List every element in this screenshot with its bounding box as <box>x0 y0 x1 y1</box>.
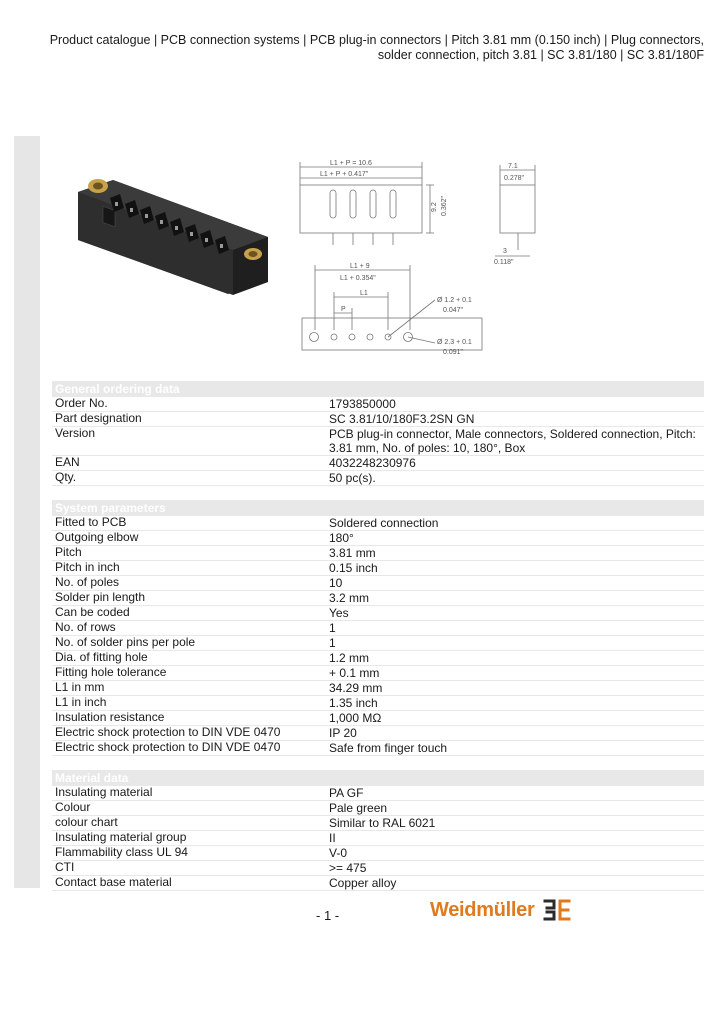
dim-l1-9-mm: L1 + 9 <box>350 263 370 270</box>
dim-l1p-in: L1 + P + 0.417" <box>320 171 369 178</box>
table-row <box>52 576 704 591</box>
row-label: L1 in inch <box>55 695 107 709</box>
row-value: Pale green <box>329 801 388 815</box>
dim-p: P <box>341 306 346 313</box>
table-row <box>52 726 704 741</box>
dim-l1: L1 <box>360 290 368 297</box>
table-row <box>52 786 704 801</box>
table-row <box>52 471 704 486</box>
table-row <box>52 876 704 891</box>
row-label: Fitting hole tolerance <box>55 665 167 679</box>
table-row <box>52 621 704 636</box>
row-label: Colour <box>55 800 91 814</box>
table-row <box>52 531 704 546</box>
row-value: >= 475 <box>329 861 367 875</box>
table-row <box>52 412 704 427</box>
row-label: Fitted to PCB <box>55 515 127 529</box>
row-label: Electric shock protection to DIN VDE 0470 <box>55 725 281 739</box>
row-value: Safe from finger touch <box>329 741 448 755</box>
row-label: Outgoing elbow <box>55 530 139 544</box>
dim-width-in: 0.278" <box>504 175 525 182</box>
row-label: Insulation resistance <box>55 710 165 724</box>
row-label: CTI <box>55 860 75 874</box>
table-row <box>52 591 704 606</box>
table-row <box>52 861 704 876</box>
dim-width-mm: 7.1 <box>508 163 518 170</box>
row-value: 3.2 mm <box>329 591 370 605</box>
row-value: PA GF <box>329 786 364 800</box>
breadcrumb: Product catalogue | PCB connection systems | PCB plug-in connectors | Pitch 3.81 mm (0.150 inch) | Plug connectors, solder connection, pitch 3.81 | SC 3.81/180 | SC 3.81/180F <box>49 33 704 62</box>
table-row <box>52 397 704 412</box>
dim-hole2-mm: Ø 2.3 + 0.1 <box>437 339 472 346</box>
row-label: L1 in mm <box>55 680 105 694</box>
row-label: Electric shock protection to DIN VDE 0470 <box>55 740 281 754</box>
dim-hole2-in: 0.091" <box>443 349 464 356</box>
row-value: 1793850000 <box>329 397 396 411</box>
row-value: 180° <box>329 531 354 545</box>
row-value: 1,000 MΩ <box>329 711 382 725</box>
row-value: Yes <box>329 606 349 620</box>
row-value: 10 <box>329 576 343 590</box>
table-row <box>52 456 704 471</box>
row-label: Solder pin length <box>55 590 146 604</box>
row-value: Copper alloy <box>329 876 397 890</box>
dim-l1p-mm: L1 + P = 10.6 <box>330 160 372 167</box>
page-number: - 1 - <box>316 908 340 923</box>
section-header-material: Material data <box>52 770 704 786</box>
row-value: 3.81 mm <box>329 546 376 560</box>
row-value: 0.15 inch <box>329 561 378 575</box>
section-header-general: General ordering data <box>52 381 704 397</box>
row-value: 1 <box>329 621 336 635</box>
row-label: No. of solder pins per pole <box>55 635 196 649</box>
table-row <box>52 636 704 651</box>
table-row <box>52 516 704 531</box>
table-row <box>52 816 704 831</box>
row-label: Part designation <box>55 411 142 425</box>
left-margin-bar <box>14 136 40 888</box>
row-value: SC 3.81/10/180F3.2SN GN <box>329 412 475 426</box>
brand-name: Weidmüller <box>430 898 535 921</box>
row-label: No. of rows <box>55 620 116 634</box>
table-row <box>52 711 704 726</box>
data-sections <box>52 381 704 891</box>
row-value: V-0 <box>329 846 348 860</box>
row-label: Insulating material group <box>55 830 187 844</box>
table-row <box>52 606 704 621</box>
row-value: 1.35 inch <box>329 696 378 710</box>
table-row <box>52 696 704 711</box>
row-value: 50 pc(s). <box>329 471 376 485</box>
row-label: No. of poles <box>55 575 120 589</box>
table-row <box>52 846 704 861</box>
row-value: 1.2 mm <box>329 651 370 665</box>
dim-pin-mm: 3 <box>503 248 507 255</box>
dim-pin-in: 0.118" <box>494 259 514 266</box>
row-value: IP 20 <box>329 726 357 740</box>
row-label: Dia. of fitting hole <box>55 650 148 664</box>
row-label: Flammability class UL 94 <box>55 845 188 859</box>
row-value: 4032248230976 <box>329 456 416 470</box>
row-label: colour chart <box>55 815 118 829</box>
row-label: Can be coded <box>55 605 130 619</box>
table-row <box>52 651 704 666</box>
table-row <box>52 427 704 456</box>
row-label: EAN <box>55 455 80 469</box>
row-label: Version <box>55 426 96 440</box>
table-row <box>52 801 704 816</box>
row-value: Similar to RAL 6021 <box>329 816 436 830</box>
row-value: 1 <box>329 636 336 650</box>
table-row <box>52 741 704 756</box>
dim-hole1-in: 0.047" <box>443 307 464 314</box>
table-row <box>52 546 704 561</box>
section-header-system: System parameters <box>52 500 704 516</box>
row-label: Insulating material <box>55 785 153 799</box>
brand-logo <box>430 898 572 922</box>
table-row <box>52 666 704 681</box>
dim-l1-9-in: L1 + 0.354" <box>340 275 376 282</box>
row-value: + 0.1 mm <box>329 666 380 680</box>
dim-height-in: 0.362" <box>441 195 448 216</box>
product-photo <box>58 162 288 312</box>
row-label: Qty. <box>55 470 77 484</box>
table-row <box>52 831 704 846</box>
row-value: 34.29 mm <box>329 681 383 695</box>
row-value: II <box>329 831 336 845</box>
row-label: Pitch <box>55 545 82 559</box>
weidmuller-logo-icon <box>542 898 572 922</box>
table-row <box>52 681 704 696</box>
dim-hole1-mm: Ø 1.2 + 0.1 <box>437 297 472 304</box>
row-label: Pitch in inch <box>55 560 120 574</box>
dim-height-mm: 9.2 <box>431 202 438 212</box>
row-label: Order No. <box>55 396 108 410</box>
row-value: Soldered connection <box>329 516 439 530</box>
row-label: Contact base material <box>55 875 172 889</box>
table-row <box>52 561 704 576</box>
technical-drawing <box>290 150 710 370</box>
row-value: PCB plug-in connector, Male connectors, Soldered connection, Pitch: 3.81 mm, No. of poles: 10, 180°, Box <box>329 427 696 455</box>
